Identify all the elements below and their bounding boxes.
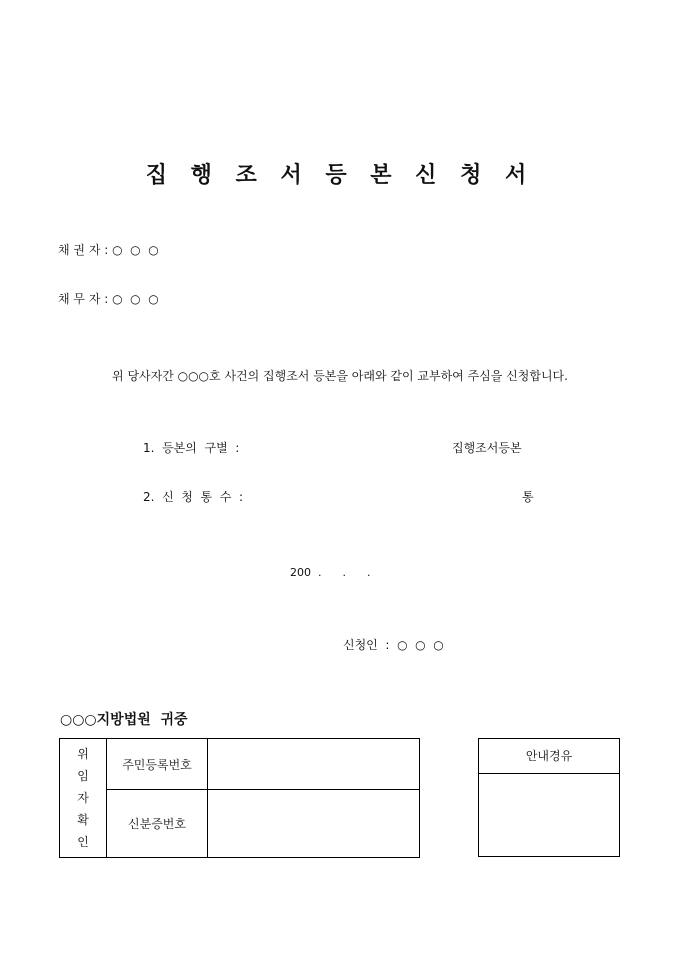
notice-box-title: 안내경유 <box>479 739 619 774</box>
delegate-confirmation-table <box>59 738 420 858</box>
applicant-line: 신청인 : ○ ○ ○ <box>343 638 444 652</box>
delegate-confirmation-side-label <box>60 739 107 858</box>
id-card-number-field[interactable] <box>208 790 420 858</box>
document-title: 집 행 조 서 등 본 신 청 서 <box>145 162 535 188</box>
item-copy-type-label: 1. 등본의 구별 : <box>143 441 240 455</box>
side-label-char: 위 <box>77 747 89 761</box>
creditor-line: 채 권 자 : ○ ○ ○ <box>58 243 159 257</box>
notice-box <box>478 738 620 857</box>
side-label-char: 인 <box>77 835 89 849</box>
court-addressee: ○○○지방법원 귀중 <box>60 712 188 728</box>
item-copy-count-label: 2. 신 청 통 수 : <box>143 490 244 504</box>
item-copy-count-value: 통 <box>522 490 534 504</box>
side-label-char: 자 <box>77 791 89 805</box>
id-card-number-label: 신분증번호 <box>107 790 208 858</box>
item-copy-type-value: 집행조서등본 <box>452 441 522 455</box>
side-label-char: 임 <box>77 769 89 783</box>
side-label-char: 확 <box>77 813 89 827</box>
resident-number-field[interactable] <box>208 739 420 790</box>
request-statement: 위 당사자간 ○○○호 사건의 집행조서 등본을 아래와 같이 교부하여 주심을 신청합니다. <box>112 369 568 383</box>
date-line: 200 . . . <box>290 566 371 579</box>
resident-number-label: 주민등록번호 <box>107 739 208 790</box>
debtor-line: 채 무 자 : ○ ○ ○ <box>58 292 159 306</box>
